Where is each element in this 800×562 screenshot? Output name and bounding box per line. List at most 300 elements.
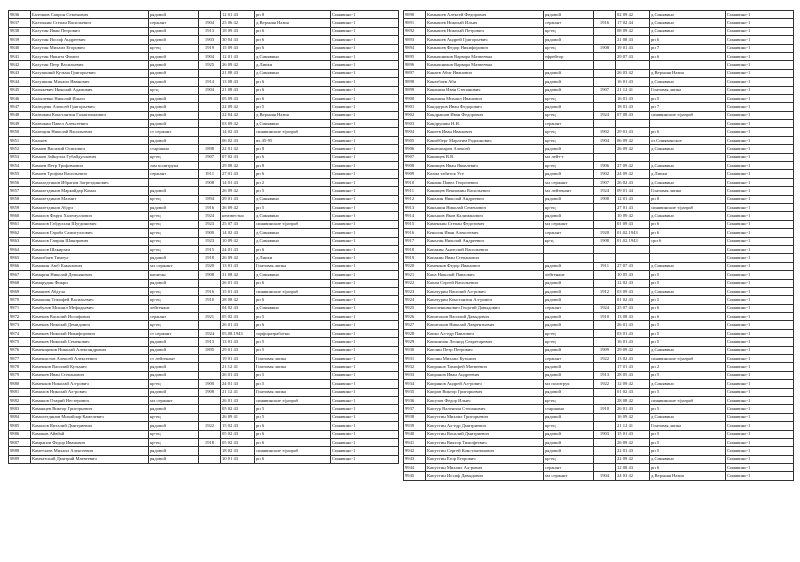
rank-cell: рядовой	[544, 371, 594, 379]
record-number-cell: 9860	[9, 212, 31, 220]
birth-year-cell: 1911	[594, 262, 616, 270]
death-date-cell: 12 08 43	[616, 464, 650, 472]
rank-cell: рядовой	[544, 287, 594, 295]
burial-place-cell: Гонтовая липка	[650, 187, 726, 195]
table-row	[404, 220, 794, 228]
birth-year-cell	[594, 61, 616, 69]
birth-year-cell: 1908	[594, 44, 616, 52]
burial-place-cell: рп 5	[650, 329, 726, 337]
full-name-cell: Канитапаров Алексей	[426, 145, 544, 153]
death-date-cell: 26 09 42	[221, 254, 255, 262]
death-date-cell: 24 01 43	[221, 380, 255, 388]
burial-site-cell: Синявино-1	[726, 355, 794, 363]
birth-year-cell: 1907	[594, 86, 616, 94]
rank-cell: кр-ец	[149, 237, 199, 245]
table-row	[404, 120, 794, 128]
birth-year-cell: 1916	[594, 19, 616, 27]
burial-site-cell: Синявино-1	[726, 388, 794, 396]
table-row	[9, 430, 399, 438]
burial-place-cell: рп 6	[255, 86, 331, 94]
burial-place-cell: д.Синявино	[650, 455, 726, 463]
burial-place-cell: рп 5	[255, 338, 331, 346]
rank-cell: рядовой	[544, 413, 594, 421]
death-date-cell: 15 01 43	[616, 430, 650, 438]
burial-site-cell: Синявино-1	[331, 329, 399, 337]
burial-site-cell: Синявино-1	[331, 296, 399, 304]
burial-site-cell: Синявино-1	[331, 304, 399, 312]
burial-place-cell: синявинские т/разраб	[255, 128, 331, 136]
full-name-cell: Камалетдинов Мазмит	[31, 195, 149, 203]
burial-site-cell: Синявино-1	[726, 380, 794, 388]
burial-place-cell: рп 5	[650, 279, 726, 287]
rank-cell: лейтенант	[149, 304, 199, 312]
burial-place-cell: рп 6	[650, 313, 726, 321]
birth-year-cell: 1924	[594, 304, 616, 312]
birth-year-cell	[199, 321, 221, 329]
birth-year-cell	[594, 27, 616, 35]
rank-cell: старшина	[149, 145, 199, 153]
table-row	[9, 86, 399, 94]
table-row	[404, 19, 794, 27]
burial-site-cell: Синявино-1	[726, 430, 794, 438]
burial-site-cell: Синявино-1	[726, 304, 794, 312]
record-number-cell: 9846	[9, 94, 31, 102]
table-row	[404, 162, 794, 170]
burial-site-cell: Синявино-1	[726, 203, 794, 211]
table-row	[9, 120, 399, 128]
burial-place-cell: Гонтовая липка	[650, 422, 726, 430]
table-row	[9, 262, 399, 270]
burial-place-cell: рп 6	[255, 296, 331, 304]
table-row	[9, 447, 399, 455]
full-name-cell: Кеньгин Иван Алексеевич	[426, 229, 544, 237]
birth-year-cell	[199, 136, 221, 144]
burial-site-cell: Синявино-1	[331, 321, 399, 329]
full-name-cell: Капустин Василий Дмитриевич	[426, 430, 544, 438]
rank-cell: сержант	[544, 229, 594, 237]
table-row	[404, 321, 794, 329]
burial-site-cell: Синявино-1	[331, 128, 399, 136]
burial-place-cell: рп 6	[255, 245, 331, 253]
birth-year-cell: 1919	[199, 44, 221, 52]
rank-cell: рядовой	[544, 447, 594, 455]
birth-year-cell	[594, 455, 616, 463]
birth-year-cell	[594, 52, 616, 60]
record-number-cell: 9857	[9, 187, 31, 195]
birth-year-cell	[594, 94, 616, 102]
death-date-cell: 29 09 42	[616, 346, 650, 354]
rank-cell: кр-ец	[149, 212, 199, 220]
record-number-cell: 9845	[9, 86, 31, 94]
rank-cell: рядовой	[149, 136, 199, 144]
birth-year-cell: 1908	[594, 237, 616, 245]
death-date-cell: 29 01 43	[221, 346, 255, 354]
rank-cell: рядовой	[149, 111, 199, 119]
burial-place-cell: д.Синявино	[650, 19, 726, 27]
burial-place-cell: рп 2	[255, 178, 331, 186]
full-name-cell: Капустин Михаил Ал-рович	[426, 464, 544, 472]
burial-site-cell: Синявино-1	[331, 237, 399, 245]
full-name-cell: Капакин Анатолий Васильевич	[426, 245, 544, 253]
burial-place-cell: д.Липки	[650, 170, 726, 178]
rank-cell: сержант	[149, 19, 199, 27]
burial-site-cell: Синявино-1	[726, 472, 794, 480]
burial-place-cell: рп 5	[650, 438, 726, 446]
burial-place-cell: д.Синявино	[650, 262, 726, 270]
death-date-cell: 05 02 43	[221, 430, 255, 438]
table-row	[404, 313, 794, 321]
burial-place-cell: д.Синявино	[650, 78, 726, 86]
table-row	[404, 405, 794, 413]
full-name-cell: Капитонов Николай Лаврентьевич	[426, 321, 544, 329]
birth-year-cell: 1902	[594, 170, 616, 178]
death-date-cell: 16 01 43	[616, 94, 650, 102]
rank-cell: рядовой	[544, 11, 594, 19]
table-row	[9, 254, 399, 262]
record-number-cell: 9894	[404, 44, 426, 52]
burial-site-cell: Синявино-1	[726, 271, 794, 279]
burial-site-cell: Синявино-1	[726, 338, 794, 346]
birth-year-cell: 1908	[594, 195, 616, 203]
burial-site-cell: Синявино-1	[331, 52, 399, 60]
birth-year-cell	[199, 279, 221, 287]
burial-place-cell: д.Синявино	[650, 287, 726, 295]
birth-year-cell	[199, 396, 221, 404]
rank-cell: рядовой	[149, 103, 199, 111]
rank-cell: кр-ец	[149, 438, 199, 446]
full-name-cell: Каманов Отарий Нестерович	[31, 396, 149, 404]
record-number-cell: 9838	[9, 27, 31, 35]
birth-year-cell	[594, 203, 616, 211]
burial-site-cell: Синявино-1	[726, 120, 794, 128]
birth-year-cell	[594, 212, 616, 220]
full-name-cell: Калугин Никита Фомич	[31, 52, 149, 60]
birth-year-cell: 1908	[199, 178, 221, 186]
table-row	[9, 36, 399, 44]
record-number-cell: 9863	[9, 237, 31, 245]
record-number-cell: 9933	[404, 371, 426, 379]
burial-site-cell: Синявино-1	[726, 153, 794, 161]
record-number-cell: 9908	[404, 162, 426, 170]
full-name-cell: Капа Николай Павлович	[426, 271, 544, 279]
full-name-cell: Камалетдинов Маркайдар Камал	[31, 187, 149, 195]
record-number-cell: 9874	[9, 329, 31, 337]
burial-place-cell: рп 5	[255, 103, 331, 111]
death-date-cell: неизвестно	[221, 212, 255, 220]
birth-year-cell	[199, 413, 221, 421]
table-row	[9, 78, 399, 86]
rank-cell: рядовой	[544, 296, 594, 304]
record-number-cell: 9912	[404, 195, 426, 203]
rank-cell: рядовой	[149, 279, 199, 287]
burial-site-cell: Синявино-1	[331, 11, 399, 19]
table-row	[404, 472, 794, 480]
burial-site-cell: Синявино-1	[331, 44, 399, 52]
rank-cell: рядовой	[149, 388, 199, 396]
table-row	[404, 245, 794, 253]
death-date-cell: 29 01 43	[616, 128, 650, 136]
full-name-cell: Камолетдинов Михайлар Камелевич	[31, 413, 149, 421]
birth-year-cell: 1910	[594, 313, 616, 321]
table-row	[9, 52, 399, 60]
full-name-cell: Калыкевич Николай Адамович	[31, 86, 149, 94]
table-row	[9, 44, 399, 52]
full-name-cell: Каменков Федор Иванович	[426, 262, 544, 270]
table-row	[404, 187, 794, 195]
death-date-cell: 16 09 42	[616, 413, 650, 421]
table-row	[9, 346, 399, 354]
full-name-cell: Кандрашов Иван Федорович	[426, 111, 544, 119]
record-number-cell: 9873	[9, 321, 31, 329]
table-row	[404, 103, 794, 111]
full-name-cell: Капров Виктор Григорьевич	[426, 388, 544, 396]
record-number-cell: 9914	[404, 212, 426, 220]
rank-cell: сержант	[149, 170, 199, 178]
record-number-cell: 9903	[404, 120, 426, 128]
full-name-cell: Капустин Сергей Константинович	[426, 447, 544, 455]
record-number-cell: 9841	[9, 52, 31, 60]
table-row	[9, 388, 399, 396]
birth-year-cell: 1913	[199, 338, 221, 346]
burial-place-cell: д.Синявино	[650, 212, 726, 220]
birth-year-cell: 1903	[199, 36, 221, 44]
full-name-cell: Каменев Николай Семенович	[31, 338, 149, 346]
burial-place-cell: д.Липки	[255, 61, 331, 69]
burial-place-cell: синявинские т/разраб	[255, 396, 331, 404]
table-row	[9, 178, 399, 186]
full-name-cell: Калушкин Михаил Иванович	[31, 78, 149, 86]
rank-cell: рядовой	[544, 262, 594, 270]
burial-place-cell: оз.Синявинское	[650, 136, 726, 144]
table-row	[9, 455, 399, 463]
burial-site-cell: Синявино-1	[331, 212, 399, 220]
rank-cell: рядовой	[544, 363, 594, 371]
burial-site-cell: Синявино-1	[331, 338, 399, 346]
birth-year-cell	[199, 371, 221, 379]
death-date-cell: 14 02 43	[221, 128, 255, 136]
burial-place-cell: д.Синявино	[255, 237, 331, 245]
death-date-cell: 15 01 43	[221, 287, 255, 295]
burial-place-cell: рп 5	[255, 380, 331, 388]
full-name-cell: Каменев Василий Иосифович	[31, 313, 149, 321]
death-date-cell: 15 02 43	[221, 422, 255, 430]
birth-year-cell: 1916	[199, 203, 221, 211]
record-number-cell: 9913	[404, 203, 426, 211]
burial-place-cell: Гонтовая липка	[255, 262, 331, 270]
table-row	[9, 136, 399, 144]
full-name-cell: Капатурин Василий Ал-рович	[426, 287, 544, 295]
table-row	[404, 136, 794, 144]
birth-year-cell	[199, 355, 221, 363]
table-row	[9, 422, 399, 430]
burial-place-cell: д.Верхняя Назия	[255, 19, 331, 27]
death-date-cell: 03 09 43	[616, 287, 650, 295]
burial-site-cell: Синявино-1	[331, 94, 399, 102]
roster-table-right-column	[403, 10, 794, 481]
burial-place-cell: д.Синявино	[650, 145, 726, 153]
death-date-cell: 17 01 43	[616, 363, 650, 371]
rank-cell: кр-ец	[544, 422, 594, 430]
death-date-cell: 27 09 42	[616, 162, 650, 170]
full-name-cell: Кандрушин Н.И.	[426, 120, 544, 128]
table-row	[9, 380, 399, 388]
roster-table-left	[8, 10, 399, 464]
record-number-cell: 9879	[9, 371, 31, 379]
rank-cell: кр-ц	[149, 86, 199, 94]
death-date-cell: 13 02 43	[616, 355, 650, 363]
birth-year-cell	[594, 464, 616, 472]
burial-site-cell: Синявино-1	[726, 195, 794, 203]
full-name-cell: Капрянов Андрей Ал-рович	[426, 380, 544, 388]
burial-place-cell: д.Синявино	[255, 195, 331, 203]
rank-cell: рядовой	[149, 254, 199, 262]
birth-year-cell: 1918	[199, 438, 221, 446]
death-date-cell: 10 09 42	[221, 237, 255, 245]
table-row	[404, 229, 794, 237]
table-row	[9, 11, 399, 19]
rank-cell: кр-ец	[544, 162, 594, 170]
birth-year-cell	[594, 36, 616, 44]
table-row	[9, 304, 399, 312]
burial-site-cell: Синявино-1	[331, 279, 399, 287]
burial-site-cell: Синявино-1	[331, 355, 399, 363]
record-number-cell: 9924	[404, 296, 426, 304]
birth-year-cell: 1920	[594, 229, 616, 237]
rank-cell: кр-ец	[149, 44, 199, 52]
full-name-cell: Капитонов Василий Давыдович	[426, 313, 544, 321]
birth-year-cell: 1913	[594, 371, 616, 379]
birth-year-cell: 1904	[594, 472, 616, 480]
record-number-cell: 9944	[404, 464, 426, 472]
burial-place-cell	[650, 245, 726, 253]
rank-cell: рядовой	[544, 212, 594, 220]
burial-site-cell: Синявино-1	[331, 195, 399, 203]
burial-site-cell: Синявино-1	[331, 422, 399, 430]
table-row	[9, 187, 399, 195]
burial-site-cell: Синявино-1	[726, 313, 794, 321]
table-row	[404, 78, 794, 86]
record-number-cell: 9899	[404, 86, 426, 94]
burial-site-cell: Синявино-1	[331, 120, 399, 128]
full-name-cell: Капранов Иван Андреевич	[426, 371, 544, 379]
burial-place-cell: рп 5	[650, 447, 726, 455]
burial-place-cell: Гонтовая липка	[255, 388, 331, 396]
table-row	[404, 178, 794, 186]
rank-cell: сержант	[544, 120, 594, 128]
death-date-cell: 01.02.1943	[616, 229, 650, 237]
burial-site-cell: Синявино-1	[726, 36, 794, 44]
birth-year-cell	[594, 329, 616, 337]
burial-place-cell: рп 5	[650, 296, 726, 304]
full-name-cell: Камалов Николай Ал-рович	[31, 388, 149, 396]
burial-place-cell	[650, 254, 726, 262]
table-row	[404, 69, 794, 77]
death-date-cell: 21 12 41	[221, 363, 255, 371]
burial-site-cell: Синявино-1	[726, 178, 794, 186]
full-name-cell: Камышев Алексей Федорович	[426, 11, 544, 19]
full-name-cell: Камаев Петр Трофимович	[31, 162, 149, 170]
rank-cell: кр-ец	[544, 128, 594, 136]
burial-site-cell: Синявино-1	[331, 86, 399, 94]
record-number-cell: 9861	[9, 220, 31, 228]
burial-place-cell: синявинские т/разраб	[255, 220, 331, 228]
death-date-cell: 27 07 43	[616, 262, 650, 270]
burial-site-cell: Синявино-1	[331, 187, 399, 195]
rank-cell: кр-ец	[544, 203, 594, 211]
full-name-cell: Камышев Андрей Григорьевич	[426, 36, 544, 44]
record-number-cell: 9858	[9, 195, 31, 203]
rank-cell: рядовой	[149, 203, 199, 211]
birth-year-cell	[594, 422, 616, 430]
burial-place-cell: рп 5	[650, 371, 726, 379]
burial-site-cell: Синявино-1	[726, 61, 794, 69]
death-date-cell: 01 09 43	[616, 220, 650, 228]
full-name-cell: Капко Ал-едр Павлович	[426, 329, 544, 337]
table-row	[9, 371, 399, 379]
birth-year-cell	[594, 388, 616, 396]
birth-year-cell: 1916	[199, 287, 221, 295]
death-date-cell: 24 09 42	[616, 170, 650, 178]
burial-place-cell: д.Синявино	[255, 212, 331, 220]
rank-cell: рядовой	[544, 313, 594, 321]
table-row	[404, 422, 794, 430]
burial-place-cell: вх 45-95	[255, 136, 331, 144]
record-number-cell: 9867	[9, 271, 31, 279]
rank-cell: рядовой	[149, 94, 199, 102]
death-date-cell: 17 02 44	[616, 19, 650, 27]
table-row	[404, 447, 794, 455]
record-number-cell: 9906	[404, 145, 426, 153]
burial-site-cell: Синявино-1	[726, 237, 794, 245]
record-number-cell: 9885	[9, 422, 31, 430]
rank-cell: рядовой	[544, 346, 594, 354]
rank-cell: мл сержант	[149, 262, 199, 270]
death-date-cell: 21 08 43	[221, 69, 255, 77]
table-row	[404, 262, 794, 270]
record-number-cell: 9851	[9, 136, 31, 144]
table-row	[9, 94, 399, 102]
full-name-cell: Камалов Шакирзан	[31, 245, 149, 253]
rank-cell: сержант	[149, 313, 199, 321]
record-number-cell: 9905	[404, 136, 426, 144]
rank-cell: кр-ец	[544, 44, 594, 52]
birth-year-cell: 1900	[199, 380, 221, 388]
rank-cell: рядовой	[149, 11, 199, 19]
burial-place-cell: рп 6	[650, 304, 726, 312]
rank-cell: ефрейтор	[544, 52, 594, 60]
rank-cell	[544, 254, 594, 262]
death-date-cell: 24 03 42	[616, 472, 650, 480]
birth-year-cell	[594, 447, 616, 455]
burial-place-cell: синявинские т/разраб	[650, 203, 726, 211]
table-row	[9, 212, 399, 220]
death-date-cell: 18 02 43	[221, 447, 255, 455]
birth-year-cell: 1904	[199, 19, 221, 27]
full-name-cell: Камбулов Михаил Мефодьевич	[31, 304, 149, 312]
burial-place-cell: д.Синявино	[255, 52, 331, 60]
birth-year-cell	[199, 120, 221, 128]
record-number-cell: 9918	[404, 245, 426, 253]
rank-cell: рядовой	[149, 36, 199, 44]
burial-site-cell: Синявино-1	[726, 438, 794, 446]
burial-site-cell: Синявино-1	[331, 313, 399, 321]
rank-cell: ст сержант	[149, 329, 199, 337]
rank-cell: кр-ец	[149, 287, 199, 295]
burial-site-cell: Синявино-1	[726, 170, 794, 178]
full-name-cell: Калтыкин Степан Васильевич	[31, 19, 149, 27]
burial-place-cell: рп 5	[255, 187, 331, 195]
record-number-cell: 9854	[9, 162, 31, 170]
